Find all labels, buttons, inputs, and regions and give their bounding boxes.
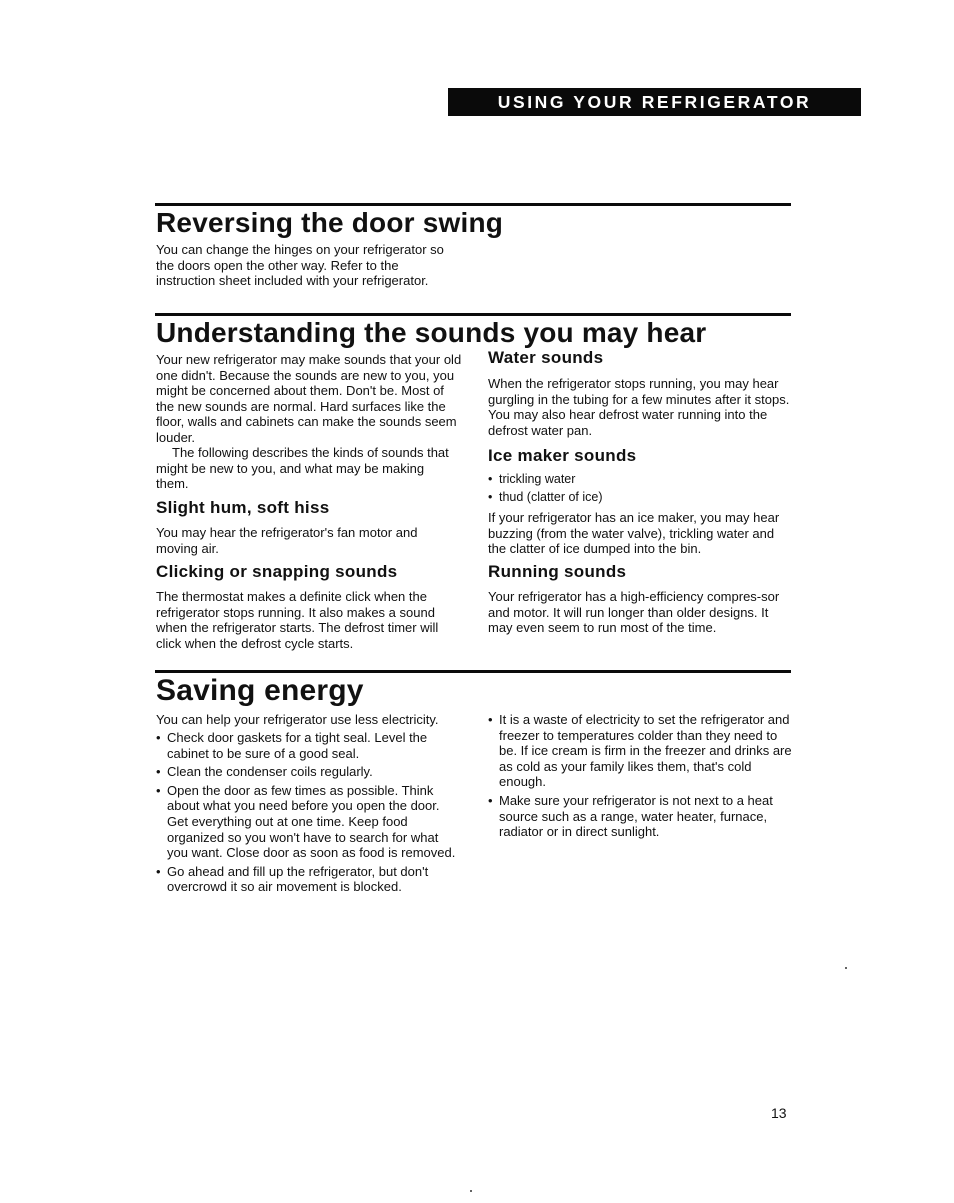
- bullet-dot-icon: •: [156, 730, 161, 745]
- clicking-title: Clicking or snapping sounds: [156, 562, 398, 581]
- hum-title: Slight hum, soft hiss: [156, 498, 330, 517]
- list-item: • trickling water: [488, 472, 576, 486]
- energy-bullets-right: [488, 712, 794, 843]
- running-title: Running sounds: [488, 562, 627, 581]
- bullet-dot-icon: •: [488, 792, 493, 808]
- section-banner: USING YOUR REFRIGERATOR: [448, 88, 861, 116]
- icemaker-title: Ice maker sounds: [488, 446, 637, 465]
- list-item: • Open the door as few times as possible. Think about what you need before you open the door. Get everything out at one time. Keep food organized so you won't have to search for what you want. Close door as soon as food is removed.: [156, 782, 456, 861]
- list-item: • Go ahead and fill up the refrigerator, but don't overcrowd it so air movement is blocked.: [156, 863, 429, 895]
- list-item: • Make sure your refrigerator is not next to a heat source such as a range, water heater, furnace, radiator or in direct sunlight.: [488, 792, 773, 840]
- list-item: • It is a waste of electricity to set the refrigerator and freezer to temperatures colder than they need to be. If ice cream is firm in the freezer and drinks are as cold as your family likes them, that's cold enough.: [488, 712, 792, 790]
- hum-body: You may hear the refrigerator's fan motor and moving air.: [156, 525, 418, 556]
- bullet-dot-icon: •: [156, 863, 161, 879]
- page-number: 13: [771, 1105, 787, 1121]
- bullet-dot-icon: •: [488, 489, 493, 504]
- scan-speck: [845, 967, 847, 969]
- list-item: • Check door gaskets for a tight seal. Level the cabinet to be sure of a good seal.: [156, 730, 428, 761]
- energy-bullets-left: [156, 730, 462, 898]
- section-rule: [155, 203, 791, 206]
- section-rule: [155, 313, 791, 316]
- section-rule: [155, 670, 791, 673]
- bullet-dot-icon: •: [488, 712, 493, 727]
- bullet-dot-icon: •: [156, 764, 161, 780]
- energy-title: Saving energy: [156, 674, 364, 707]
- running-body: Your refrigerator has a high-efficiency compres-sor and motor. It will run longer than older designs. It may even seem to run most of the time.: [488, 589, 780, 636]
- reversing-title: Reversing the door swing: [156, 207, 504, 238]
- water-title: Water sounds: [488, 348, 604, 367]
- energy-intro: You can help your refrigerator use less electricity.: [156, 712, 439, 727]
- icemaker-bullets: [488, 472, 788, 507]
- scan-speck: [470, 1190, 472, 1192]
- sounds-intro-2: The following describes the kinds of sounds that might be new to you, and what may be making them.: [156, 445, 449, 492]
- bullet-dot-icon: •: [488, 472, 493, 486]
- sounds-intro: Your new refrigerator may make sounds that your old one didn't. Because the sounds are new to you, you might be concerned about them. Don't be. Most of the new sounds are normal. Hard surfaces like the floor, walls and cabinets can make the sounds seem louder.: [156, 352, 462, 445]
- bullet-dot-icon: •: [156, 782, 161, 798]
- water-body: When the refrigerator stops running, you may hear gurgling in the tubing for a few minutes after it stops. You may also hear defrost water running into the defrost water pan.: [488, 376, 790, 438]
- sounds-title: Understanding the sounds you may hear: [156, 317, 707, 348]
- list-item: • Clean the condenser coils regularly.: [156, 764, 373, 780]
- list-item: • thud (clatter of ice): [488, 489, 603, 504]
- icemaker-body: If your refrigerator has an ice maker, you may hear buzzing (from the water valve), trickling water and the clatter of ice dumped into the bin.: [488, 510, 780, 557]
- reversing-body: You can change the hinges on your refrigerator so the doors open the other way. Refer to the instruction sheet included with your refrigerator.: [156, 242, 444, 289]
- clicking-body: The thermostat makes a definite click when the refrigerator stops running. It also makes a sound when the refrigerator starts. The defrost timer will click when the defrost cycle starts.: [156, 589, 439, 651]
